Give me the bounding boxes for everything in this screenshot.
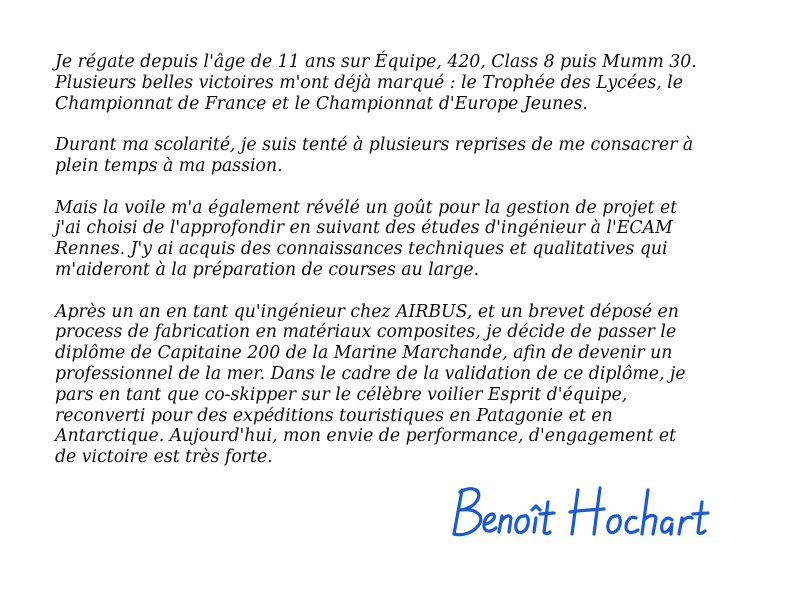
paragraph-schooling: Durant ma scolarité, je suis tenté à plusieurs reprises de me consacrer à plein temps à ma passion. (55, 135, 694, 176)
handwritten-signature (450, 478, 750, 548)
paragraph-engineering-studies: Mais la voile m'a également révélé un goût pour la gestion de projet et j'ai choisi de l'approfondir en suivant des études d'ingénieur à l'ECAM Rennes. J'y ai acquis des connaissances techniques et qualitatives qui m'aideront à la préparation de courses au large. (55, 197, 678, 280)
paragraph-sailing-history: Je régate depuis l'âge de 11 ans sur Équipe, 420, Class 8 puis Mumm 30. Plusieurs belles victoires m'ont déjà marqué : le Trophée des Lycées, le Championnat de France et le Championnat d'Europe Jeunes. (55, 52, 697, 114)
signature-drawing (450, 478, 750, 548)
letter-body (55, 52, 755, 489)
paragraph-career: Après un an en tant qu'ingénieur chez AIRBUS, et un brevet déposé en process de fabrication en matériaux composites, je décide de passer le diplôme de Capitaine 200 de la Marine Marchande, afin de devenir un professionnel de la mer. Dans le cadre de la validation de ce diplôme, je pars en tant que co-skipper sur le célèbre voilier Esprit d'équipe, reconverti pour des expéditions touristiques en Patagonie et en Antarctique. Aujourd'hui, mon envie de performance, d'engagement et de victoire est très forte. (55, 301, 686, 468)
